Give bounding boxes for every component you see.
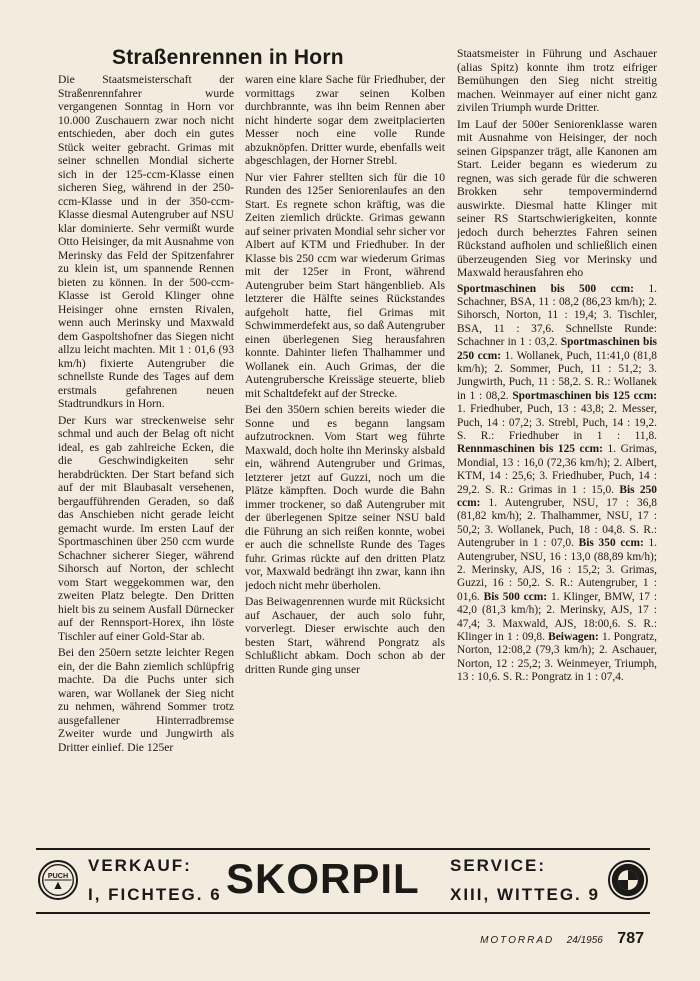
article-column-1 xyxy=(58,73,234,848)
result-heading: Bis 250 ccm: xyxy=(457,483,657,509)
svg-text:PUCH: PUCH xyxy=(47,871,69,881)
verkauf-address: I, FICHTEG. 6 xyxy=(88,885,222,904)
puch-logo-icon xyxy=(38,860,78,900)
magazine-name: MOTORRAD xyxy=(480,935,555,946)
result-text: 1. Schachner, BSA, 11 : 08,2 (86,23 km/h); 2. Sihorsch, Norton, 11 : 19,4; 3. Tischler, BSA, 11 : 37,6. Schnellste Runde: Schachner in 1 : 03,2. xyxy=(457,282,657,349)
result-text: 1. Friedhuber, Puch, 13 : 43,8; 2. Messer, Puch, 14 : 07,2; 3. Strebl, Puch, 14 : 19,2. S. R.: Friedhuber in 1 : 11,8. xyxy=(457,403,657,442)
paragraph: Im Lauf der 500er Seniorenklasse waren mit Ausnahme von Heisinger, der noch seinen Gipspanzer trägt, alle Kanonen am Start. Leider begann es wiederum zu regnen, was sich gerade für die schweren Brokken sehr tempovermindernd auswirkte. Diesmal hatte Klinger mit seiner RS Startschwierigkeiten, konnte jedoch durch beherztes Fahren seinen Rückstand aufholen und schließlich einen überzeugenden Sieg vor Merinsky und Maxwald herausfahren eho xyxy=(457,117,657,279)
result-text: 1. Autengruber, NSU, 16 : 13,0 (88,89 km/h); 2. Merinsky, AJS, 16 : 15,2; 3. Grimas, Guzzi, 16 : 50,2. S. R.: Autengruber, 1 : 01,6. xyxy=(457,537,657,603)
result-text: 1. Wollanek, Puch, 11:41,0 (81,8 km/h); 2. Sommer, Puch, 11 : 51,2; 3. Jungwirth, Puch, 11 : 58,2. S. R.: Wollanek in 1 : 08,2. xyxy=(457,349,657,402)
article-title: Straßenrennen in Horn xyxy=(112,46,344,69)
paragraph: Bei den 350ern schien bereits wieder die Sonne und es begann langsam aufzutrocknen. Vom Start weg führte Maxwald, doch holte ihn Merinsky alsbald ein, während Autengruber und Grimas, letzterer jetzt auf Guzzi, noch um die Plätze kämpften. Doch wurde die Bahn immer trockener, so daß Autengruber mit der überlegenen Spitze seiner NSU bald die Führung an sich reißen konnte, wobei er auch die schnellste Runde des Tages fuhr. Grimas rückte auf den dritten Platz vor, Maxwald bedrängt ihn zwar, kann ihn jedoch nicht mehr überholen. xyxy=(245,403,445,592)
result-heading: Sportmaschinen bis 500 ccm: xyxy=(457,282,634,295)
result-heading: Rennmaschinen bis 125 ccm: xyxy=(457,443,603,456)
paragraph: Bei den 250ern setzte leichter Regen ein, der die Bahn ziemlich schlüpfrig machte. Da die Puchs unter sich waren, war Wollanek der Sieg nicht zu nehmen, während Sommer trotz ausgefallener Hinterradbremse Zweiter wurde und Jungwirth als Dritter einlief. Die 125er xyxy=(58,646,234,754)
page-footer xyxy=(480,930,644,948)
paragraph: Staatsmeister in Führung und Aschauer (alias Spitz) konnte ihm trotz eifriger Bemühungen den Sieg nicht streitig machen. Weinmayer auf einer nicht ganz zivilen Triumph wurde Dritter. xyxy=(457,47,657,114)
result-heading: Beiwagen: xyxy=(548,631,599,644)
paragraph: Der Kurs war streckenweise sehr schmal und auch der Belag oft nicht ideal, es gab zahlreiche Ecken, die die Geschwindigkeiten sehr herabdrückten. Der Start befand sich auf der mit Blaubasalt versehenen, bergaufführenden Geraden, so daß das Anschieben nicht gerade leicht gemacht wurde. Im ersten Lauf der Sportmaschinen über 250 ccm wurde Schachner sicherer Sieger, während Sihorsch auf Norton, der schlecht vom Start weggekommen war, den zweiten Platz belegte. Den Dritten hielt bis zu seinem Ausfall Dürnecker auf der Rennsport-Horex, ihn löste Tischler auf einer Gold-Star ab. xyxy=(58,413,234,643)
brand-name: SKORPIL xyxy=(226,855,420,902)
paragraph: waren eine klare Sache für Friedhuber, der vormittags zwar seinen Kolben durchbrannte, was ihn beim Rennen aber nicht hinderte sogar dem zweitplacierten Messer noch eine volle Runde abzuknöpfen. Dritter wurde, ebenfalls weit abgeschlagen, der Horner Strebl. xyxy=(245,73,445,167)
result-heading: Bis 500 ccm: xyxy=(483,590,548,603)
service-address: XIII, WITTEG. 9 xyxy=(450,885,600,904)
page-number: 787 xyxy=(617,930,644,947)
verkauf-label: VERKAUF: xyxy=(88,856,192,875)
article-column-2 xyxy=(245,73,445,848)
result-text: 1. Autengruber, NSU, 17 : 36,8 (81,82 km/h); 2. Thalhammer, NSU, 17 : 50,2; 3. Wollanek, Puch, 18 : 04,8. S. R.: Autengruber in 1 : 07,0. xyxy=(457,497,657,550)
paragraph: Das Beiwagenrennen wurde mit Rücksicht auf Aschauer, der auch solo fuhr, vorverlegt. Dieser erwischte auch den besten Start, während Pongratz als Schlußlicht abkam. Doch schon ab der dritten Runde ging unser xyxy=(245,595,445,676)
result-text: 1. Klinger, BMW, 17 : 42,0 (81,3 km/h); 2. Merinsky, AJS, 17 : 47,4; 3. Maxwald, AJS, 18:00,6. S. R.: Klinger in 1 : 09,8. xyxy=(457,590,657,644)
result-text: 1. Pongratz, Norton, 12:08,2 (79,3 km/h); 2. Aschauer, Norton, 12 : 25,2; 3. Weinmeyer, Triumph, 13 : 10,6. S. R.: Pongratz in 1 : 07,4. xyxy=(457,631,657,684)
bmw-logo-icon xyxy=(608,860,648,900)
result-heading: Bis 350 ccm: xyxy=(578,537,644,550)
skorpil-advertisement xyxy=(36,848,650,914)
result-heading: Sportmaschinen bis 125 ccm: xyxy=(512,389,657,402)
result-heading: Sportmaschinen bis 250 ccm: xyxy=(457,336,657,362)
race-results xyxy=(457,283,657,685)
article-column-3 xyxy=(457,47,657,848)
paragraph: Nur vier Fahrer stellten sich für die 10 Runden des 125er Seniorenlaufes an den Start. Es regnete schon kräftig, was die Zeiten ziemlich drückte. Grimas gewann auf seiner privaten Mondial sehr sicher vor Albert auf KTM und Friedhuber. In der Klasse bis 250 ccm war wiederum Grimas mit der 125er in Front, während Autengruber beim Start hängenblieb. Als letzterer die Hälfte seines Rückstandes aufgeholt hatte, fiel Grimas mit Schwimmerdefekt aus, so daß Autengruber einen überlegenen Sieg herausfahren konnte. Dahinter liefen Thalhammer und Wollanek ein. Auch Grimas, der die Autengrubersche Kreissäge steuerte, blieb mit Schaltdefekt auf der Strecke. xyxy=(245,170,445,400)
issue-number: 24/1956 xyxy=(566,935,603,946)
service-label: SERVICE: xyxy=(450,856,546,875)
result-text: 1. Grimas, Mondial, 13 : 16,0 (72,36 km/h); 2. Albert, KTM, 14 : 25,6; 3. Friedhuber, Puch, 14 : 29,2. S. R.: Grimas in 1 : 15,0. xyxy=(457,443,657,496)
paragraph: Die Staatsmeisterschaft der Straßenrennfahrer wurde vergangenen Sonntag in Horn vor 10.000 Zuschauern zwar noch nicht entschieden, aber doch ein gutes Stück weiter gebracht. Grimas mit seiner schnellen Mondial sicherte sich in der 125-ccm-Klasse einen sicheren Sieg, während in der 250-ccm-Klasse und in der 350-ccm-Klasse diesmal Autengruber auf NSU klar dominierte. Sehr vermißt wurde Otto Heisinger, da mit Ausnahme von Merinsky das Feld der Spitzenfahrer zu klein ist, um spannende Rennen bieten zu können. In der 500-ccm-Klasse ist Gerold Klinger ohne Heisinger ohne ernsten Rivalen, wenn auch Merinsky und Maxwald dem Gaspoltshofner das Siegen nicht allzu leicht machten. Mit 1 : 01,6 (93 km/h) fixierte Autengruber die schnellste Runde des Tages auf dem erstmals gefahrenen neuen Stadtrundkurs in Horn. xyxy=(58,73,234,410)
